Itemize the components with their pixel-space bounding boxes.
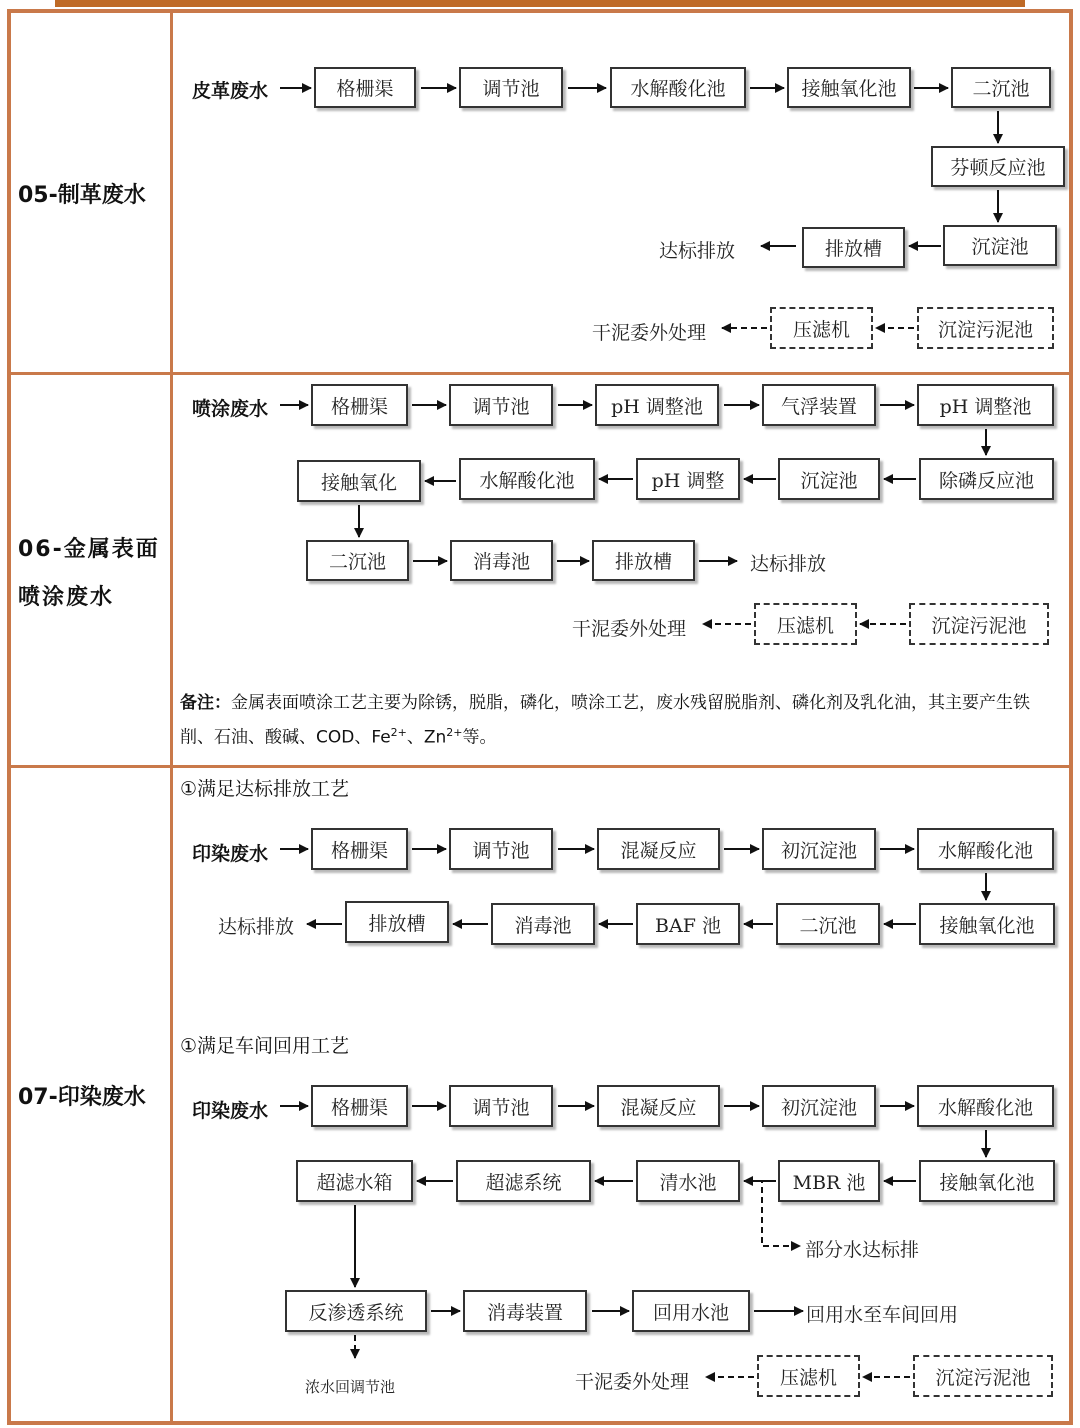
s06-note-text: 金属表面喷涂工艺主要为除锈，脱脂，磷化，喷涂工艺，废水残留脱脂剂、磷化剂及乳化油，其主要产生铁削、石油、酸碱、COD、Fe bbox=[180, 693, 1030, 748]
s07-p2-box-regulating: 调节池 bbox=[449, 1085, 553, 1127]
s07-p2-box-reuse-tank: 回用水池 bbox=[632, 1290, 750, 1332]
s07-p2-box-mbr: MBR 池 bbox=[778, 1160, 880, 1202]
s06-box-flotation: 气浮装置 bbox=[762, 384, 876, 426]
label-07: 07-印染废水 bbox=[18, 1085, 146, 1110]
s06-outlet: 达标排放 bbox=[750, 553, 827, 575]
s07-p1-box-coagulation: 混凝反应 bbox=[597, 828, 720, 870]
s07-p2-box-disinfection-device: 消毒装置 bbox=[463, 1290, 587, 1332]
s07-p2-box-hydrolysis: 水解酸化池 bbox=[917, 1085, 1054, 1127]
s05-box-contact-oxidation: 接触氧化池 bbox=[787, 67, 911, 108]
s07-p2-box-ro-system: 反渗透系统 bbox=[285, 1290, 427, 1332]
s06-box-sludge-tank: 沉淀污泥池 bbox=[909, 603, 1049, 645]
s06-note-sup-1: 2+ bbox=[390, 726, 407, 739]
label-06-line1: 06-金属表面 bbox=[18, 537, 160, 562]
s05-outlet: 达标排放 bbox=[659, 240, 736, 262]
s07-p2-source: 印染废水 bbox=[192, 1100, 269, 1122]
s07-p1-outlet: 达标排放 bbox=[218, 916, 295, 938]
s05-source: 皮革废水 bbox=[192, 80, 269, 102]
s05-box-regulating: 调节池 bbox=[459, 67, 563, 108]
s06-source: 喷涂废水 bbox=[192, 398, 269, 420]
s06-note-sup-2: 2+ bbox=[446, 726, 463, 739]
s07-p1-box-discharge-tank: 排放槽 bbox=[345, 901, 449, 943]
s07-p1-box-contact-oxidation: 接触氧化池 bbox=[919, 903, 1055, 945]
s07-p2-box-grille: 格栅渠 bbox=[311, 1085, 408, 1127]
s07-p1-source: 印染废水 bbox=[192, 843, 269, 865]
label-06-line2: 喷涂废水 bbox=[18, 585, 115, 610]
s07-subtitle-2: ①满足车间回用工艺 bbox=[180, 1035, 350, 1057]
s06-box-sedimentation: 沉淀池 bbox=[778, 458, 880, 500]
s07-p2-box-primary-sed: 初沉淀池 bbox=[762, 1085, 876, 1127]
s06-note-mid: 、Zn bbox=[406, 727, 447, 748]
s06-box-discharge-tank: 排放槽 bbox=[592, 540, 695, 581]
s07-subtitle-1: ①满足达标排放工艺 bbox=[180, 778, 350, 800]
s05-box-filter-press: 压滤机 bbox=[770, 307, 873, 349]
s07-p1-box-hydrolysis: 水解酸化池 bbox=[917, 828, 1054, 870]
s07-p1-box-grille: 格栅渠 bbox=[311, 828, 408, 870]
s07-p1-box-disinfection: 消毒池 bbox=[491, 903, 595, 945]
s07-p1-box-baf: BAF 池 bbox=[636, 903, 740, 945]
s05-box-secondary-clarifier: 二沉池 bbox=[951, 67, 1051, 108]
s07-p1-box-primary-sed: 初沉淀池 bbox=[762, 828, 876, 870]
label-05: 05-制革废水 bbox=[18, 183, 146, 208]
s07-p1-box-secondary-clarifier: 二沉池 bbox=[776, 903, 880, 945]
s06-box-grille: 格栅渠 bbox=[311, 384, 408, 426]
s05-sludge-out: 干泥委外处理 bbox=[592, 322, 707, 344]
s05-box-sludge-tank: 沉淀污泥池 bbox=[917, 307, 1054, 349]
s07-reuse-out: 回用水至车间回用 bbox=[806, 1304, 959, 1326]
s07-concentrate: 浓水回调节池 bbox=[305, 1378, 396, 1396]
s05-box-discharge-tank: 排放槽 bbox=[802, 227, 905, 268]
s07-p2-box-contact-oxidation: 接触氧化池 bbox=[919, 1160, 1055, 1202]
s06-box-filter-press: 压滤机 bbox=[754, 603, 857, 645]
s06-box-hydrolysis: 水解酸化池 bbox=[459, 458, 595, 500]
s06-box-ph-adjust-1: pH 调整池 bbox=[595, 384, 719, 426]
s05-box-fenton: 芬顿反应池 bbox=[931, 146, 1065, 187]
s07-p2-box-uf-tank: 超滤水箱 bbox=[296, 1160, 413, 1202]
s06-box-ph-adjust-3: pH 调整 bbox=[636, 458, 740, 500]
s07-box-sludge-tank: 沉淀污泥池 bbox=[913, 1355, 1053, 1397]
s06-box-contact-oxidation: 接触氧化 bbox=[297, 460, 421, 502]
s05-box-grille: 格栅渠 bbox=[314, 67, 416, 108]
s07-sludge-out: 干泥委外处理 bbox=[575, 1371, 690, 1393]
s06-note-label: 备注： bbox=[180, 693, 231, 713]
s07-p2-box-coagulation: 混凝反应 bbox=[597, 1085, 720, 1127]
s07-p1-box-regulating: 调节池 bbox=[449, 828, 553, 870]
s07-box-filter-press: 压滤机 bbox=[757, 1355, 860, 1397]
s06-box-phosphorus-removal: 除磷反应池 bbox=[919, 458, 1054, 500]
s06-box-disinfection: 消毒池 bbox=[450, 540, 553, 581]
s07-p2-box-clear-water: 清水池 bbox=[636, 1160, 740, 1202]
s06-box-secondary-clarifier: 二沉池 bbox=[306, 540, 409, 581]
s07-p2-box-uf-system: 超滤系统 bbox=[456, 1160, 591, 1202]
s06-box-ph-adjust-2: pH 调整池 bbox=[917, 384, 1054, 426]
s05-box-hydrolysis: 水解酸化池 bbox=[610, 67, 746, 108]
s06-box-regulating: 调节池 bbox=[449, 384, 553, 426]
s06-sludge-out: 干泥委外处理 bbox=[572, 618, 687, 640]
s06-note-end: 等。 bbox=[462, 727, 497, 748]
s07-partial-discharge: 部分水达标排 bbox=[805, 1239, 920, 1261]
arrow-dashed bbox=[762, 1181, 800, 1246]
s05-box-sedimentation: 沉淀池 bbox=[943, 225, 1057, 266]
